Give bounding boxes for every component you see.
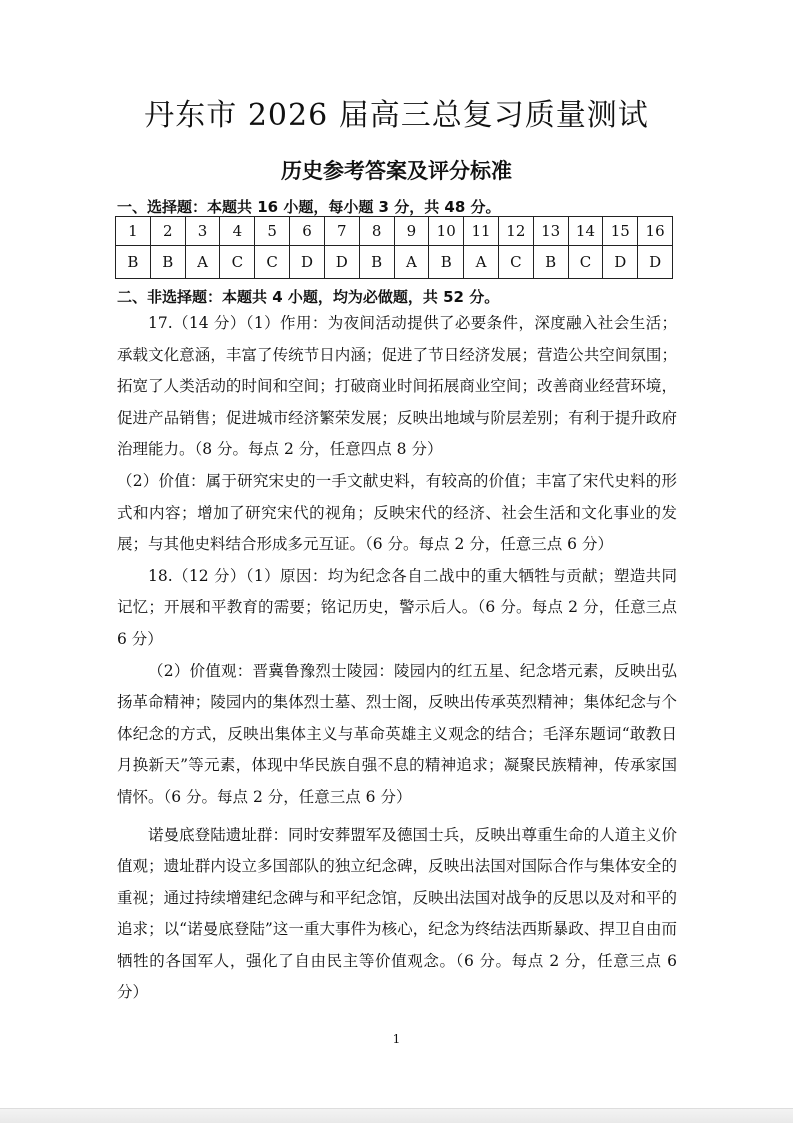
answer-key: A: [394, 246, 429, 279]
question-number: 12: [498, 217, 533, 246]
answer-key: C: [498, 246, 533, 279]
section2-heading: 二、非选择题：本题共 4 小题，均为必做题，共 52 分。: [117, 288, 500, 306]
answer-key: A: [185, 246, 220, 279]
answer-key: D: [324, 246, 359, 279]
question-number: 8: [359, 217, 394, 246]
question-number: 16: [638, 217, 673, 246]
question-number: 1: [116, 217, 151, 246]
question-number: 5: [255, 217, 290, 246]
answer-key: C: [255, 246, 290, 279]
answer-key: B: [116, 246, 151, 279]
question-number: 3: [185, 217, 220, 246]
answer-key: B: [429, 246, 464, 279]
answer-key-row: [116, 246, 673, 279]
question-number: 4: [220, 217, 255, 246]
viewer-bottom-edge: [0, 1108, 793, 1123]
answer-key-table: [115, 216, 673, 279]
answer-key: B: [359, 246, 394, 279]
answer-key: D: [638, 246, 673, 279]
answer-key: C: [568, 246, 603, 279]
question-number: 14: [568, 217, 603, 246]
answer-number-row: [116, 217, 673, 246]
answer-key: D: [603, 246, 638, 279]
answer-body: [117, 308, 677, 1009]
answer-key: C: [220, 246, 255, 279]
page-title: 丹东市 2026 届高三总复习质量测试: [144, 98, 649, 133]
answer-key: B: [533, 246, 568, 279]
page-subtitle: 历史参考答案及评分标准: [281, 158, 512, 183]
q17-part2: （2）价值：属于研究宋史的一手文献史料，有较高的价值；丰富了宋代史料的形式和内容；增加了研究宋代的视角；反映宋代的经济、社会生活和文化事业的发展；与其他史料结合形成多元互证。（6 分。每点 2 分，任意三点 6 分）: [117, 471, 677, 554]
question-number: 11: [464, 217, 499, 246]
question-number: 2: [150, 217, 185, 246]
q18-part3: 诺曼底登陆遗址群：同时安葬盟军及德国士兵，反映出尊重生命的人道主义价值观；遗址群内设立多国部队的独立纪念碑，反映出法国对国际合作与集体安全的重视；通过持续增建纪念碑与和平纪念馆，反映出法国对战争的反思以及对和平的追求；以“诺曼底登陆”这一重大事件为核心，纪念为终结法西斯暴政、捍卫自由而牺牲的各国军人，强化了自由民主等价值观念。（6 分。每点 2 分，任意三点 6 分）: [117, 825, 677, 1002]
question-number: 7: [324, 217, 359, 246]
question-number: 10: [429, 217, 464, 246]
page-number: 1: [392, 1032, 401, 1046]
q17-part1: 17.（14 分）（1）作用：为夜间活动提供了必要条件，深度融入社会生活；承载文化意涵，丰富了传统节日内涵；促进了节日经济发展；营造公共空间氛围；拓宽了人类活动的时间和空间；打破商业时间拓展商业空间；改善商业经营环境，促进产品销售；促进城市经济繁荣发展；反映出地域与阶层差别；有利于提升政府治理能力。（8 分。每点 2 分，任意四点 8 分）: [117, 314, 677, 459]
q18-part1: 18.（12 分）（1）原因：均为纪念各自二战中的重大牺牲与贡献；塑造共同记忆；开展和平教育的需要；铭记历史，警示后人。（6 分。每点 2 分，任意三点 6 分）: [117, 566, 677, 648]
question-number: 6: [290, 217, 325, 246]
question-number: 9: [394, 217, 429, 246]
answer-key: D: [290, 246, 325, 279]
answer-key: A: [464, 246, 499, 279]
question-number: 13: [533, 217, 568, 246]
question-number: 15: [603, 217, 638, 246]
answer-key: B: [150, 246, 185, 279]
section1-heading: 一、选择题：本题共 16 小题，每小题 3 分，共 48 分。: [117, 198, 501, 216]
q18-part2: （2）价值观：晋冀鲁豫烈士陵园：陵园内的红五星、纪念塔元素，反映出弘扬革命精神；陵园内的集体烈士墓、烈士阁，反映出传承英烈精神；集体纪念与个体纪念的方式，反映出集体主义与革命英雄主义观念的结合；毛泽东题词“敢教日月换新天”等元素，体现中华民族自强不息的精神追求；凝聚民族精神，传承家国情怀。（6 分。每点 2 分，任意三点 6 分）: [117, 661, 677, 806]
